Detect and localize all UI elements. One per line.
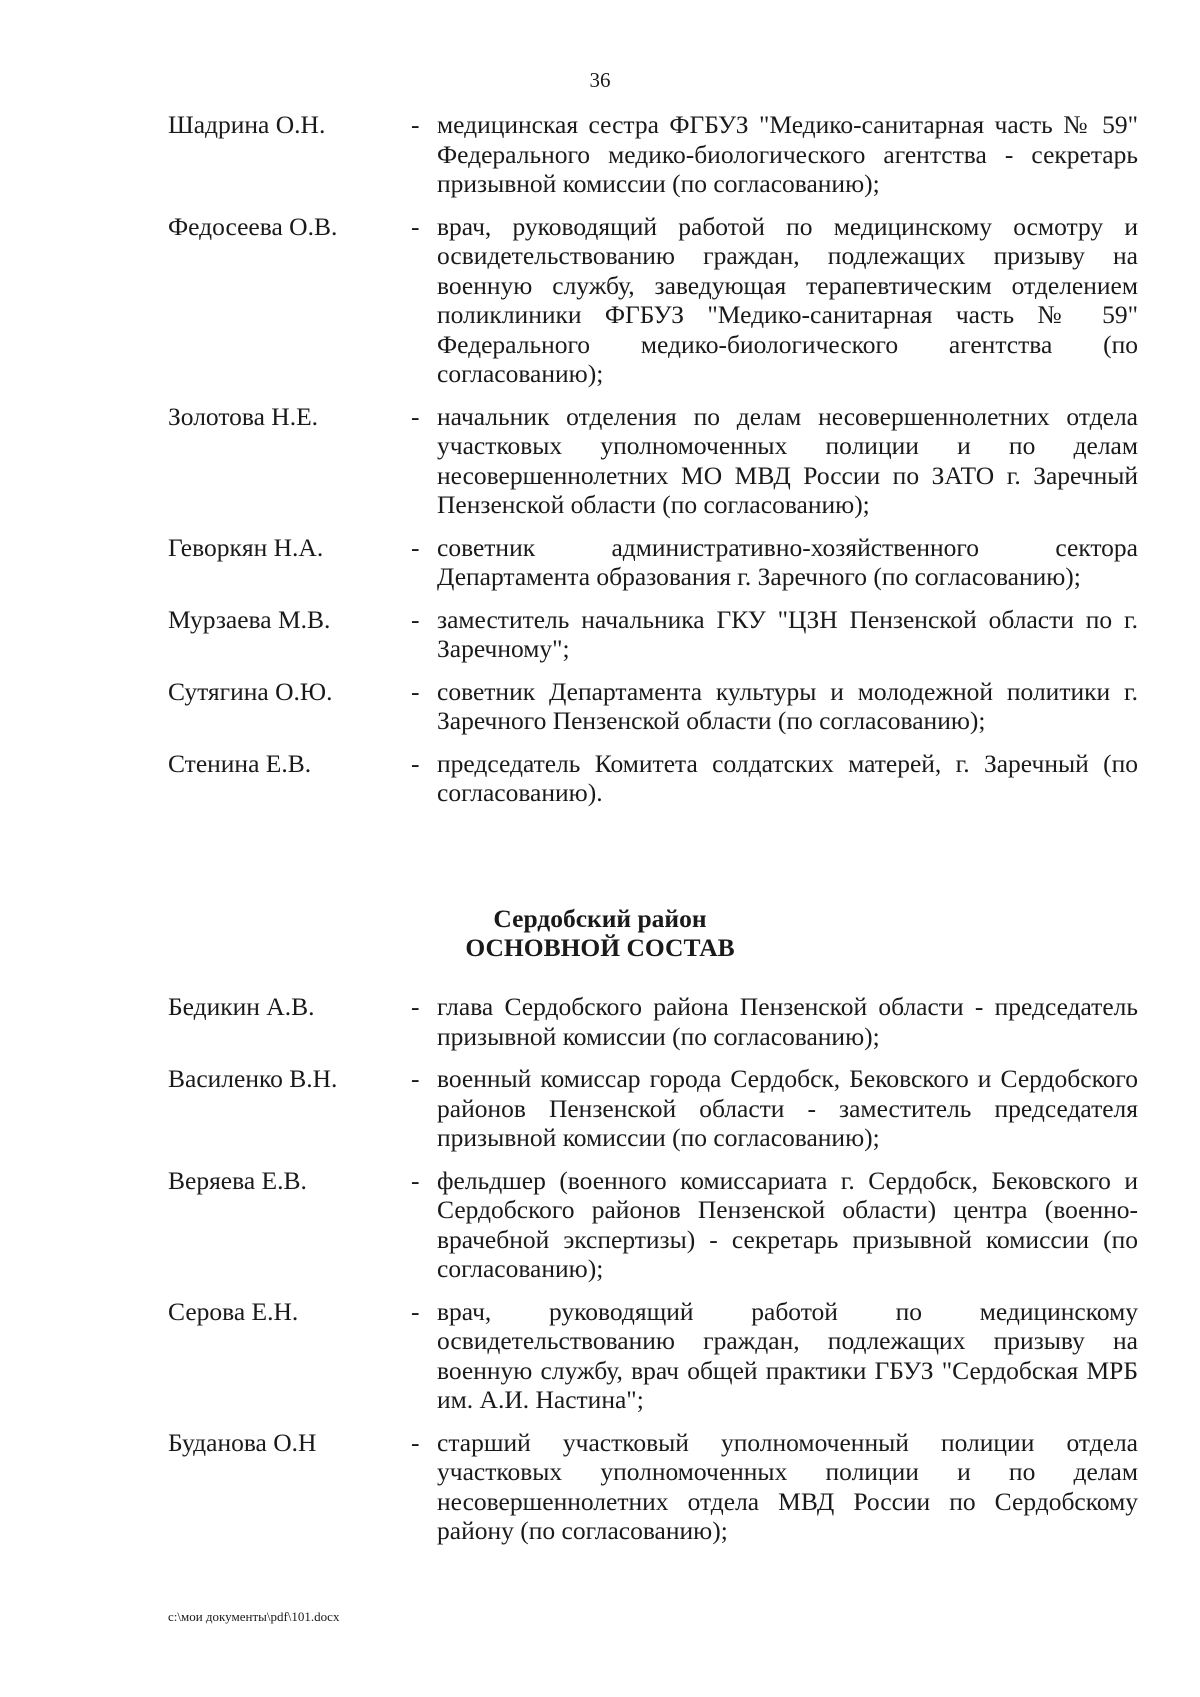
list-item <box>168 677 1138 736</box>
member-role: советник Департамента культуры и молодежной политики г. Заречного Пензенской области (по согласованию); <box>437 676 1138 735</box>
member-role: заместитель начальника ГКУ "ЦЗН Пензенской области по г. Заречному"; <box>437 604 1138 663</box>
member-role: медицинская сестра ФГБУЗ "Медико-санитарная часть № 59" Федерального медико-биологического агентства - секретарь призывной комиссии (по согласованию); <box>437 110 1138 198</box>
member-name: Сутягина О.Ю. <box>168 676 333 706</box>
member-name: Веряева Е.В. <box>168 1165 307 1195</box>
entry-dash: - <box>411 992 420 1021</box>
members-list-bottom <box>168 992 1138 1559</box>
entry-dash: - <box>411 604 420 634</box>
list-item <box>168 402 1138 520</box>
member-name: Геворкян Н.А. <box>168 532 324 562</box>
entry-dash: - <box>411 1296 420 1326</box>
list-item <box>168 110 1138 199</box>
member-role: старший участковый уполномоченный полиции отдела участковых уполномоченных полиции и по делам несовершеннолетних отдела МВД России по Сердобскому району (по согласованию); <box>437 1427 1138 1545</box>
entry-dash: - <box>411 110 420 139</box>
list-item <box>168 1428 1138 1546</box>
member-name: Бедикин А.В. <box>168 992 315 1021</box>
member-name: Василенко В.Н. <box>168 1064 338 1093</box>
list-item <box>168 212 1138 389</box>
list-item <box>168 1064 1138 1153</box>
list-item <box>168 533 1138 592</box>
entry-dash: - <box>411 532 420 562</box>
section-subtitle: ОСНОВНОЙ СОСТАВ <box>465 933 735 962</box>
members-list-top <box>168 110 1138 821</box>
member-role: глава Сердобского района Пензенской области - председатель призывной комиссии (по согласованию); <box>437 992 1138 1051</box>
entry-dash: - <box>411 748 420 778</box>
list-item <box>168 1166 1138 1284</box>
member-name: Шадрина О.Н. <box>168 110 326 139</box>
entry-dash: - <box>411 1165 420 1195</box>
entry-dash: - <box>411 211 420 241</box>
member-role: председатель Комитета солдатских матерей, г. Заречный (по согласованию). <box>437 748 1138 807</box>
member-name: Стенина Е.В. <box>168 748 312 778</box>
list-item <box>168 605 1138 664</box>
section-title: Сердобский район <box>493 904 707 933</box>
section-heading <box>0 904 1200 962</box>
entry-dash: - <box>411 1064 420 1093</box>
page-number: 36 <box>589 68 611 92</box>
member-name: Золотова Н.Е. <box>168 401 319 431</box>
list-item <box>168 992 1138 1051</box>
entry-dash: - <box>411 1427 420 1457</box>
member-name: Мурзаева М.В. <box>168 604 331 634</box>
member-name: Серова Е.Н. <box>168 1296 299 1326</box>
list-item <box>168 1297 1138 1415</box>
member-role: начальник отделения по делам несовершеннолетних отдела участковых уполномоченных полиции и по делам несовершеннолетних МО МВД России по ЗАТО г. Заречный Пензенской области (по согласованию); <box>437 401 1138 519</box>
member-name: Федосеева О.В. <box>168 211 338 241</box>
entry-dash: - <box>411 676 420 706</box>
entry-dash: - <box>411 401 420 431</box>
footer-file-path: c:\мои документы\pdf\101.docx <box>168 1609 340 1624</box>
list-item <box>168 749 1138 808</box>
member-role: военный комиссар города Сердобск, Бековского и Сердобского районов Пензенской области - заместитель председателя призывной комиссии (по согласованию); <box>437 1064 1138 1152</box>
member-role: советник административно-хозяйственного сектора Департамента образования г. Заречного (по согласованию); <box>437 532 1138 591</box>
member-role: врач, руководящий работой по медицинскому осмотру и освидетельствованию граждан, подлежащих призыву на военную службу, заведующая терапевтическим отделением поликлиники ФГБУЗ "Медико-санитарная часть № 59" Федерального медико-биологического агентства (по согласованию); <box>437 211 1138 388</box>
member-role: фельдшер (военного комиссариата г. Сердобск, Бековского и Сердобского районов Пензенской области) центра (военно-врачебной экспертизы) - секретарь призывной комиссии (по согласованию); <box>437 1165 1138 1283</box>
member-role: врач, руководящий работой по медицинскому освидетельствованию граждан, подлежащих призыву на военную службу, врач общей практики ГБУЗ "Сердобская МРБ им. А.И. Настина"; <box>437 1296 1138 1414</box>
member-name: Буданова О.Н <box>168 1427 317 1457</box>
